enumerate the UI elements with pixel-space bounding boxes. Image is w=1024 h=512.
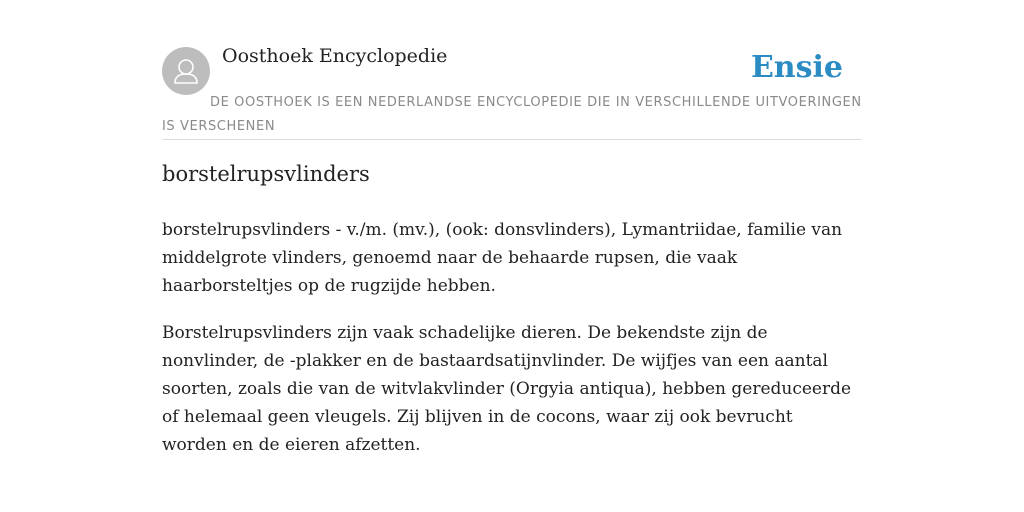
entry-paragraph: borstelrupsvlinders - v./m. (mv.), (ook: donsvlinders), Lymantriidae, familie van middelgrote vlinders, genoemd naar de behaarde rupsen, die vaak haarborsteltjes op de rugzijde hebben. [162,220,843,296]
entry-body [162,216,862,478]
source-avatar[interactable] [162,47,210,95]
source-name-link[interactable]: Oosthoek Encyclopedie [222,45,448,67]
entry-title: borstelrupsvlinders [162,162,370,186]
user-icon [162,47,210,95]
source-header [162,0,862,140]
source-description: DE OOSTHOEK IS EEN NEDERLANDSE ENCYCLOPEDIE DIE IN VERSCHILLENDE UITVOERINGEN IS VERSCHENEN [162,95,862,134]
entry-paragraph: Borstelrupsvlinders zijn vaak schadelijke dieren. De bekendste zijn de nonvlinder, de -plakker en de bastaardsatijnvlinder. De wijfjes van een aantal soorten, zoals die van de witvlakvlinder (Orgyia antiqua), hebben gereduceerde of helemaal geen vleugels. Zij blijven in de cocons, waar zij ook bevrucht worden en de eieren afzetten. [162,323,852,455]
content-container [162,0,862,455]
ensie-logo[interactable]: Ensie [750,50,843,85]
